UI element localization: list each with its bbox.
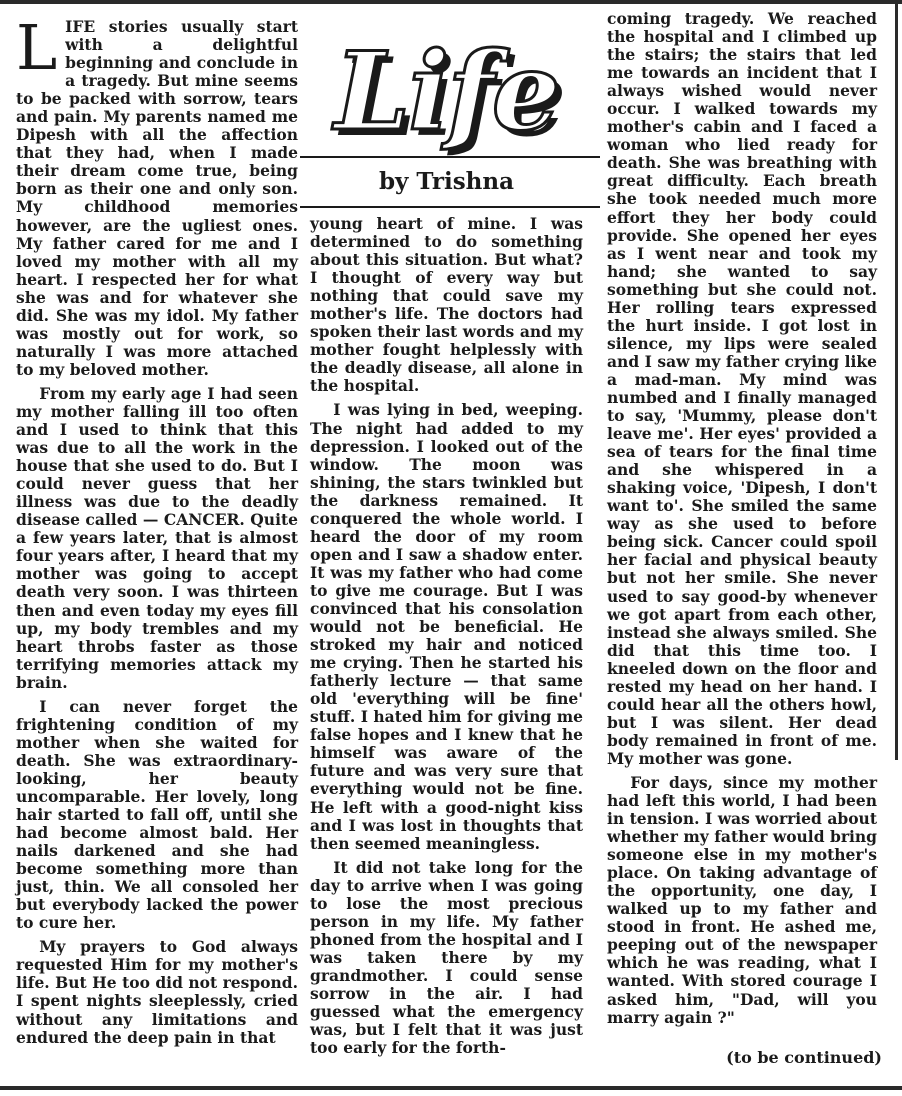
right-column-rule (895, 0, 898, 760)
title-block (310, 22, 583, 162)
byline-rule (300, 206, 600, 208)
paragraph-7: It did not take long for the day to arrive when I was going to lose the most precious person in my life. My father phoned from the hospital and I was taken there by my grandmother. I could sense sorrow in the air. I had guessed what the emergency was, but I felt that it was just too early for the forth- (310, 857, 583, 1058)
paragraph-1-text: IFE stories usually start with a delightful beginning and conclude in a tragedy. But mine seems to be packed with sorrow, tears and pain. My parents named me Dipesh with all the affection that they had, when I made their dream come true, being born as their one and only son. My childhood memories however, are the ugliest ones. My father cared for me and I loved my mother with all my heart. I respected her for what she was and for whatever she did. She was my idol. My father was mostly out for work, so naturally I was more attached to my beloved mother. (16, 17, 298, 379)
article-column-1 (16, 11, 298, 1047)
paragraph-6: I was lying in bed, weeping. The night had added to my depression. I looked out of the window. The moon was shining, the stars twinkled but the darkness remained. It conquered the whole world. I heard the door of my room open and I saw a shadow enter. It was my father who had come to give me courage. But I was convinced that his consolation would not be beneficial. He stroked my hair and noticed me crying. Then he started his fatherly lecture — that same old 'everything will be fine' stuff. I hated him for giving me false hopes and I knew that he himself was aware of the future and was very sure that everything would not be fine. He left with a good-night kiss and I was lost in thoughts that then seemed meaningless. (310, 400, 583, 853)
top-rule (0, 0, 902, 4)
bottom-rule (0, 1086, 902, 1090)
byline: by Trishna (378, 168, 515, 195)
paragraph-1 (16, 11, 298, 379)
article-title: Life (334, 29, 559, 155)
paragraph-9: For days, since my mother had left this world, I had been in tension. I was worried about whether my father would bring someone else in my mother's place. On taking advantage of the opportunity, one day, I walked up to my father and stood in front. He ashed me, peeping out of the newspaper which he was reading, what I wanted. With stored courage I asked him, "Dad, will you marry again ?" (607, 772, 877, 1027)
paragraph-5: young heart of mine. I was determined to do something about this situation. But what? I thought of every way but nothing that could save my mother's life. The doctors had spoken their last words and my mother fought helplessly with the deadly disease, all alone in the hospital. (310, 214, 583, 396)
paragraph-4: My prayers to God always requested Him for my mother's life. But He too did not respond. I spent nights sleeplessly, cried without any limitations and endured the deep pain in that (16, 937, 298, 1047)
to-be-continued: (to be continued) (726, 1048, 882, 1067)
article-column-3 (607, 10, 877, 1027)
paragraph-3: I can never forget the frightening condition of my mother when she waited for death. She was extraordinary-looking, her beauty uncomparable. Her lovely, long hair started to fall off, until she had become almost bald. Her nails darkened and she had become something more than just, thin. We all consoled her but everybody lacked the power to cure her. (16, 696, 298, 933)
paragraph-8: coming tragedy. We reached the hospital and I climbed up the stairs; the stairs that led me towards an incident that I always wished would never occur. I walked towards my mother's cabin and I faced a woman who lied ready for death. She was breathing with great difficulty. Each breath she took needed much more effort they her body could provide. She opened her eyes as I went near and took my hand; she wanted to say something but she could not. Her rolling tears expressed the hurt inside. I got lost in silence, my lips were sealed and I saw my father crying like a mad-man. My mind was numbed and I finally managed to say, 'Mummy, please don't leave me'. Her eyes' provided a sea of tears for the final time and she whispered in a shaking voice, 'Dipesh, I don't want to'. She smiled the same way as she used to before being sick. Cancer could spoil her facial and physical beauty but not her smile. She never used to say good-by whenever we got apart from each other, instead she always smiled. She did that this time too. I kneeled down on the floor and rested my head on her hand. I could hear all the others howl, but I was silent. Her dead body remained in front of me. My mother was gone. (607, 9, 877, 768)
drop-cap: L (16, 11, 58, 84)
article-column-2 (310, 215, 583, 1057)
title-rule (300, 156, 600, 158)
paragraph-2: From my early age I had seen my mother falling ill too often and I used to think that this was due to all the work in the house that she used to do. But I could never guess that her illness was due to the deadly disease called — CANCER. Quite a few years later, that is almost four years after, I heard that my mother was going to accept death very soon. I was thirteen then and even today my eyes fill up, my body trembles and my heart throbs faster as those terrifying memories attack my brain. (16, 383, 298, 692)
